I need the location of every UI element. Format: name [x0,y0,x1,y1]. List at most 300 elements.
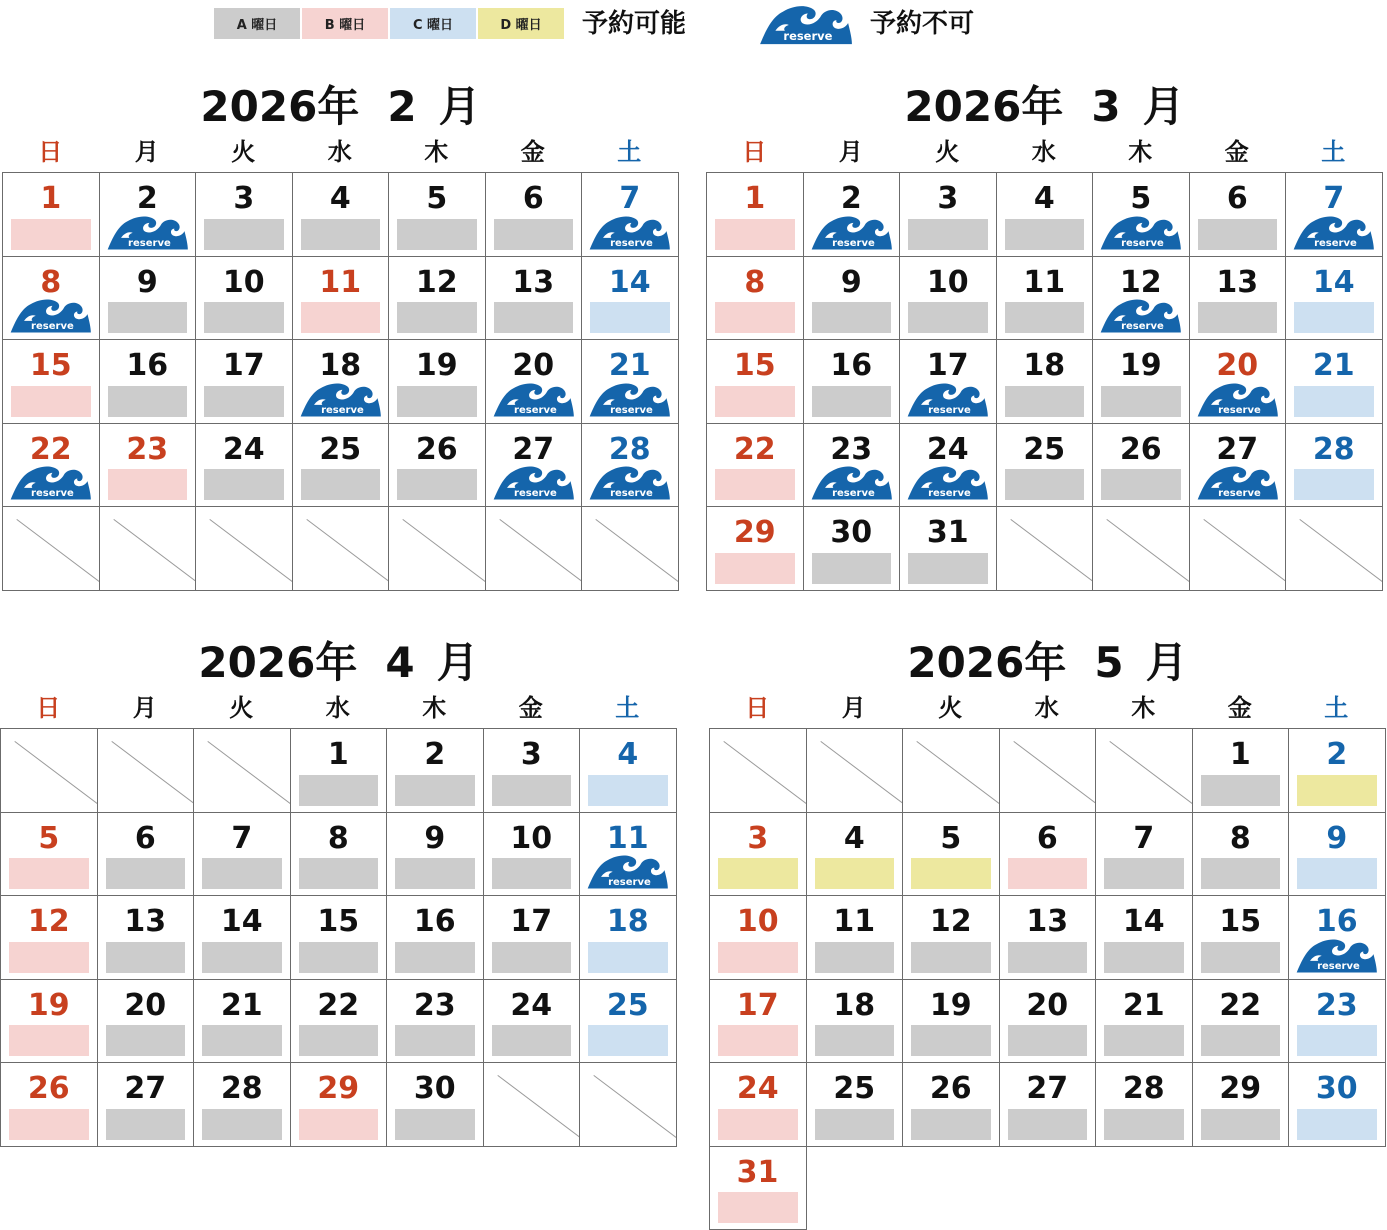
day-cell[interactable] [1286,340,1383,424]
title-month: 5 [1094,638,1124,687]
reserve-wave-icon [588,377,672,421]
day-cell[interactable] [387,980,484,1064]
day-cell[interactable] [1000,813,1097,897]
weekday-header: 木 [422,694,447,722]
day-cell[interactable] [196,173,293,257]
day-number: 18 [606,904,649,939]
availability-bar-b [715,386,795,417]
day-number: 19 [1119,348,1162,383]
day-number: 6 [134,820,156,856]
weekday-header: 水 [325,694,350,722]
availability-bar-a [908,302,988,333]
weekday-header: 月 [134,138,159,166]
day-cell[interactable] [484,896,581,980]
availability-bar-b [718,1025,798,1056]
day-number: 26 [1119,431,1162,467]
weekday-header: 水 [1031,138,1056,166]
day-number: 24 [510,987,553,1023]
day-number: 17 [926,348,969,383]
empty-day-cell [389,507,486,591]
legend-unavailable-label: 予約不可 [870,9,975,39]
availability-bar-c [588,775,668,806]
day-cell[interactable] [580,896,677,980]
day-cell[interactable] [1190,424,1287,508]
day-cell[interactable] [1193,813,1290,897]
svg-text:reserve: reserve [31,488,74,500]
day-number: 13 [1216,264,1259,300]
reserve-wave-icon [106,210,190,254]
svg-text:reserve: reserve [127,237,171,249]
day-number: 21 [220,987,263,1023]
day-cell[interactable] [484,729,581,813]
day-number: 30 [413,1071,456,1106]
day-cell[interactable] [1000,896,1097,980]
reserve-wave-icon [810,460,894,504]
calendar-title [2,82,679,132]
availability-bar-a [908,219,988,250]
calendar-title [709,638,1386,688]
day-cell[interactable] [709,1147,807,1230]
day-cell[interactable] [900,257,997,341]
day-number: 9 [840,264,862,300]
day-cell[interactable] [98,813,195,897]
day-number: 25 [606,987,649,1023]
day-number: 28 [608,431,651,467]
availability-bar-a [395,858,475,889]
title-year: 2026年 [200,82,360,131]
day-number: 9 [136,264,158,300]
day-cell[interactable] [1,980,98,1064]
day-cell[interactable] [903,896,1000,980]
availability-bar-b [301,302,381,333]
day-cell[interactable] [293,173,390,257]
availability-bar-a [299,858,379,889]
day-cell[interactable] [1289,896,1386,980]
day-cell[interactable] [194,1063,291,1147]
availability-bar-a [204,386,284,417]
availability-bar-a [395,942,475,973]
availability-bar-a [106,858,186,889]
day-cell[interactable] [196,424,293,508]
day-number: 23 [126,431,169,467]
day-cell[interactable] [804,340,901,424]
day-cell[interactable] [387,813,484,897]
day-cell[interactable] [707,340,804,424]
day-cell[interactable] [3,173,100,257]
day-cell[interactable] [100,173,197,257]
svg-text:reserve: reserve [1217,404,1261,416]
availability-bar-a [908,553,988,584]
day-cell[interactable] [3,424,100,508]
day-cell[interactable] [707,173,804,257]
day-cell[interactable] [484,813,581,897]
availability-bar-a [1201,1025,1281,1056]
availability-bar-a [815,942,895,973]
weekday-header: 日 [742,138,767,166]
day-number: 16 [830,348,873,383]
day-cell[interactable] [196,257,293,341]
day-cell[interactable] [707,507,804,591]
day-cell[interactable] [293,424,390,508]
empty-day-cell [98,729,195,813]
day-number: 26 [415,431,458,467]
title-month: 4 [385,638,415,687]
day-cell[interactable] [707,424,804,508]
day-number: 10 [926,264,969,300]
day-number: 12 [1119,264,1162,300]
svg-text:reserve: reserve [1317,960,1360,972]
day-number: 1 [744,181,766,216]
availability-bar-a [1008,1109,1088,1140]
availability-bar-a [1008,1025,1088,1056]
availability-bar-a [397,219,477,250]
day-number: 14 [608,264,651,300]
day-cell[interactable] [1096,1063,1193,1147]
day-number: 10 [222,264,265,300]
svg-text:reserve: reserve [928,488,971,500]
day-cell[interactable] [486,173,583,257]
day-cell[interactable] [1193,1063,1290,1147]
day-cell[interactable] [1,896,98,980]
day-number: 22 [1219,987,1262,1023]
day-cell[interactable] [1193,729,1290,813]
reserve-wave-icon [1292,210,1376,254]
empty-day-cell [1190,507,1287,591]
svg-text:reserve: reserve [1121,321,1164,333]
day-number: 21 [608,348,651,383]
availability-bar-b [9,942,89,973]
day-cell[interactable] [1190,257,1287,341]
weekday-header: 木 [424,138,449,166]
day-cell[interactable] [1096,813,1193,897]
day-cell[interactable] [486,424,583,508]
availability-bar-a [397,386,477,417]
day-cell[interactable] [1289,813,1386,897]
day-cell[interactable] [291,980,388,1064]
svg-text:reserve: reserve [831,237,875,249]
day-cell[interactable] [387,1063,484,1147]
day-cell[interactable] [900,340,997,424]
day-cell[interactable] [3,340,100,424]
day-number: 9 [1326,820,1348,856]
weekday-header: 木 [1128,138,1153,166]
calendar-grid [0,728,677,1147]
day-number: 20 [1026,987,1069,1023]
day-cell[interactable] [1190,173,1287,257]
weekday-header: 土 [1324,694,1349,722]
day-cell[interactable] [582,340,679,424]
calendar-grid [706,172,1383,591]
day-number: 5 [38,820,60,856]
day-cell[interactable] [1000,980,1097,1064]
day-cell[interactable] [1286,257,1383,341]
day-cell[interactable] [100,340,197,424]
empty-day-cell [582,507,679,591]
day-cell[interactable] [997,424,1094,508]
day-cell[interactable] [707,257,804,341]
day-number: 3 [520,737,542,772]
weekday-header: 日 [38,138,63,166]
availability-bar-a [911,1025,991,1056]
availability-bar-a [397,469,477,500]
day-number: 15 [1219,904,1262,939]
day-cell[interactable] [900,507,997,591]
day-number: 20 [512,348,555,383]
day-cell[interactable] [710,980,807,1064]
day-cell[interactable] [1193,980,1290,1064]
reserve-wave-icon [492,460,576,504]
availability-bar-a [301,219,381,250]
day-cell[interactable] [1096,980,1193,1064]
day-cell[interactable] [582,173,679,257]
day-number: 23 [830,431,873,467]
reserve-wave-icon [9,293,93,337]
availability-bar-b [11,386,91,417]
day-cell[interactable] [580,729,677,813]
availability-bar-a [494,219,574,250]
day-cell[interactable] [582,424,679,508]
weekday-header: 金 [1224,138,1249,166]
svg-text:reserve: reserve [608,877,651,889]
weekday-header: 土 [1321,138,1346,166]
day-number: 4 [843,820,865,856]
day-cell[interactable] [1289,1063,1386,1147]
day-cell[interactable] [582,257,679,341]
empty-day-cell [1093,507,1190,591]
title-month-suffix: 月 [1142,82,1185,131]
day-number: 28 [1312,431,1355,467]
day-cell[interactable] [710,896,807,980]
availability-bar-a [202,858,282,889]
day-cell[interactable] [1286,424,1383,508]
day-cell[interactable] [1093,424,1190,508]
day-number: 25 [1023,431,1066,467]
day-cell[interactable] [98,1063,195,1147]
day-cell[interactable] [100,424,197,508]
svg-text:reserve: reserve [831,488,875,500]
day-cell[interactable] [196,340,293,424]
day-number: 31 [736,1154,779,1190]
reserve-wave-icon [1295,933,1379,977]
empty-day-cell [710,729,807,813]
availability-bar-b [715,469,795,500]
day-cell[interactable] [484,980,581,1064]
availability-bar-a [395,1025,475,1056]
day-cell[interactable] [1190,340,1287,424]
day-number: 6 [1226,181,1248,216]
day-cell[interactable] [997,257,1094,341]
day-cell[interactable] [1093,257,1190,341]
availability-bar-a [202,942,282,973]
day-cell[interactable] [194,980,291,1064]
weekday-header: 月 [841,694,866,722]
day-cell[interactable] [389,340,486,424]
empty-day-cell [3,507,100,591]
day-cell[interactable] [486,257,583,341]
day-cell[interactable] [194,813,291,897]
day-cell[interactable] [1,813,98,897]
empty-day-cell [486,507,583,591]
legend-chip-a: A 曜日 [214,8,300,39]
day-cell[interactable] [486,340,583,424]
svg-text:reserve: reserve [610,404,653,416]
day-number: 1 [40,181,62,216]
availability-bar-b [299,1109,379,1140]
day-cell[interactable] [1193,896,1290,980]
day-number: 10 [736,904,779,939]
availability-bar-a [395,1109,475,1140]
day-cell[interactable] [387,896,484,980]
availability-bar-a [106,1025,186,1056]
day-number: 14 [220,904,263,939]
day-cell[interactable] [389,257,486,341]
svg-text:reserve: reserve [1217,488,1261,500]
availability-bar-a [1201,775,1281,806]
reserve-wave-icon [492,377,576,421]
day-cell[interactable] [293,257,390,341]
empty-day-cell [903,729,1000,813]
day-cell[interactable] [804,257,901,341]
day-number: 19 [929,987,972,1023]
legend-available-label: 予約可能 [582,9,687,39]
empty-day-cell [1,729,98,813]
day-number: 12 [415,264,458,300]
availability-bar-a [1198,219,1278,250]
day-cell[interactable] [1286,173,1383,257]
day-cell[interactable] [291,729,388,813]
day-cell[interactable] [807,980,904,1064]
day-number: 29 [317,1071,360,1106]
day-number: 6 [1036,820,1058,856]
day-cell[interactable] [98,980,195,1064]
availability-bar-b [9,1025,89,1056]
day-cell[interactable] [387,729,484,813]
day-cell[interactable] [1093,340,1190,424]
day-cell[interactable] [807,1063,904,1147]
day-cell[interactable] [1000,1063,1097,1147]
availability-bar-c [1294,386,1374,417]
availability-bar-a [202,1109,282,1140]
reserve-wave-icon [1099,210,1183,254]
day-cell[interactable] [807,896,904,980]
availability-bar-b [718,1192,798,1223]
day-number: 2 [424,737,446,772]
calendar-title [0,638,677,688]
day-cell[interactable] [804,424,901,508]
weekday-header: 火 [229,694,254,722]
availability-bar-a [492,858,572,889]
day-number: 27 [1026,1071,1069,1106]
day-number: 22 [733,431,776,467]
day-cell[interactable] [389,424,486,508]
day-cell[interactable] [1096,896,1193,980]
day-number: 25 [319,431,362,467]
day-cell[interactable] [997,173,1094,257]
availability-bar-c [1294,302,1374,333]
availability-bar-b [11,219,91,250]
day-number: 3 [937,181,959,216]
day-cell[interactable] [291,1063,388,1147]
day-number: 21 [1122,987,1165,1023]
availability-bar-d [911,858,991,889]
legend-chip-d: D 曜日 [478,8,564,39]
empty-day-cell [100,507,197,591]
availability-bar-c [588,942,668,973]
day-cell[interactable] [804,173,901,257]
availability-bar-a [815,1109,895,1140]
day-cell[interactable] [1093,173,1190,257]
day-number: 14 [1122,904,1165,939]
day-cell[interactable] [293,340,390,424]
day-cell[interactable] [903,813,1000,897]
day-number: 28 [1122,1071,1165,1106]
availability-bar-a [492,1025,572,1056]
day-number: 6 [522,181,544,216]
day-cell[interactable] [997,340,1094,424]
availability-bar-a [299,942,379,973]
title-month-suffix: 月 [1145,638,1188,687]
svg-text:reserve: reserve [31,321,74,333]
day-cell[interactable] [389,173,486,257]
weekday-header: 火 [935,138,960,166]
day-number: 20 [1216,348,1259,383]
day-number: 7 [1133,820,1155,856]
day-number: 23 [413,987,456,1023]
day-cell[interactable] [1289,729,1386,813]
day-cell[interactable] [98,896,195,980]
weekday-header: 火 [938,694,963,722]
day-number: 26 [27,1071,70,1106]
empty-day-cell [1286,507,1383,591]
day-cell[interactable] [1,1063,98,1147]
title-month-suffix: 月 [438,82,481,131]
day-cell[interactable] [1289,980,1386,1064]
day-number: 5 [1130,181,1152,216]
day-cell[interactable] [900,173,997,257]
day-cell[interactable] [291,896,388,980]
availability-bar-a [1005,386,1085,417]
day-cell[interactable] [900,424,997,508]
day-cell[interactable] [710,813,807,897]
day-number: 19 [27,987,70,1023]
day-cell[interactable] [903,1063,1000,1147]
day-number: 13 [1026,904,1069,939]
day-cell[interactable] [710,1063,807,1147]
day-cell[interactable] [100,257,197,341]
availability-bar-a [812,302,892,333]
day-number: 4 [1033,181,1055,216]
day-cell[interactable] [194,896,291,980]
reserve-wave-icon [1196,460,1280,504]
availability-bar-a [1005,219,1085,250]
day-number: 2 [136,181,158,216]
day-cell[interactable] [3,257,100,341]
reserve-wave-icon [906,377,990,421]
day-number: 15 [29,348,72,383]
day-cell[interactable] [903,980,1000,1064]
availability-bar-a [494,302,574,333]
day-cell[interactable] [804,507,901,591]
empty-day-cell [1096,729,1193,813]
day-cell[interactable] [807,813,904,897]
title-month: 2 [387,82,417,131]
day-cell[interactable] [291,813,388,897]
day-cell[interactable] [580,980,677,1064]
day-number: 27 [512,431,555,467]
availability-bar-b [9,1109,89,1140]
legend [0,0,1387,50]
day-cell[interactable] [580,813,677,897]
